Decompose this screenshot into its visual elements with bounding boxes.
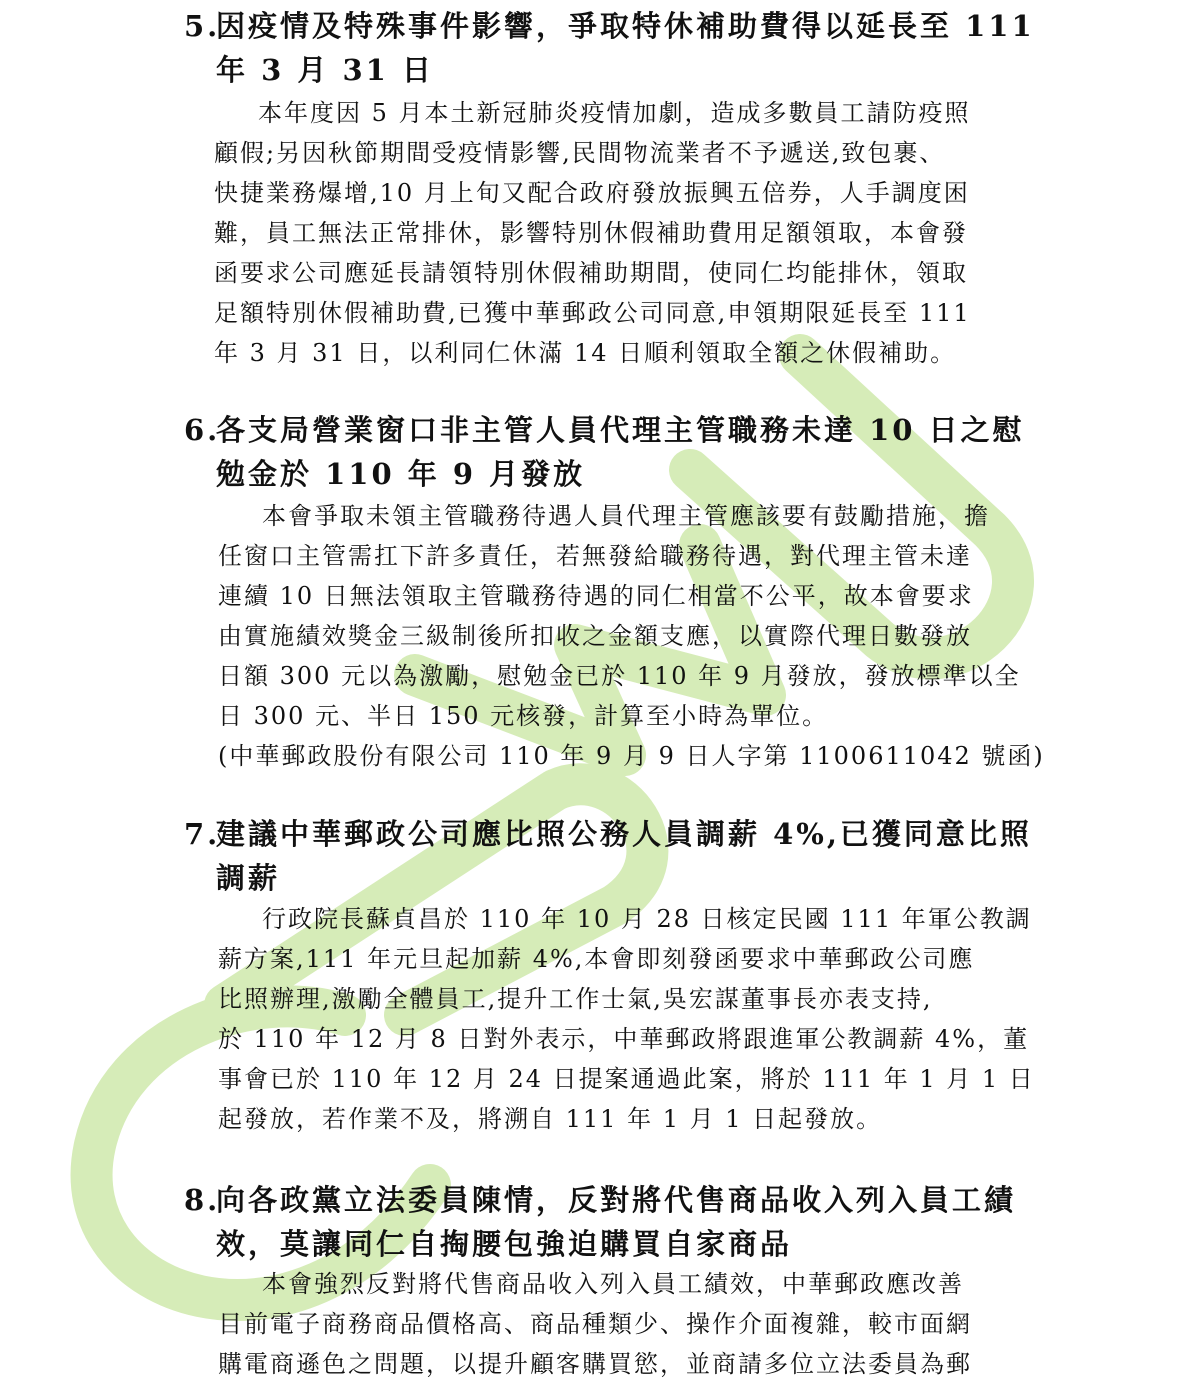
section-7-body-line-3: 比照辦理,激勵全體員工,提升工作士氣,吳宏謀董事長亦表支持, [218,985,933,1013]
section-6-reference-line: (中華郵政股份有限公司 110 年 9 月 9 日人字第 1100611042 號函) [218,742,1045,770]
section-5-body-line-1: 本年度因 5 月本土新冠肺炎疫情加劇，造成多數員工請防疫照 [258,99,971,127]
section-8-number: 8. [184,1183,221,1217]
section-5-body-line-7: 年 3 月 31 日，以利同仁休滿 14 日順利領取全額之休假補助。 [214,339,957,367]
section-5-body-line-6: 足額特別休假補助費,已獲中華郵政公司同意,申領期限延長至 111 [214,299,971,327]
section-8-title-line-2: 效，莫讓同仁自掏腰包強迫購買自家商品 [216,1227,793,1261]
section-6-body-line-4: 由實施績效獎金三級制後所扣收之金額支應，以實際代理日數發放 [218,622,972,650]
section-6-body-line-1: 本會爭取未領主管職務待遇人員代理主管應該要有鼓勵措施，擔 [262,502,990,530]
section-7-body-line-4: 於 110 年 12 月 8 日對外表示，中華郵政將跟進軍公教調薪 4%，董 [218,1025,1030,1053]
section-6-body-line-2: 任窗口主管需扛下許多責任，若無發給職務待遇，對代理主管未達 [218,542,972,570]
section-8-body-line-3: 購電商遜色之問題，以提升顧客購買慾，並商請多位立法委員為郵 [218,1350,972,1378]
section-5-title-line-2: 年 3 月 31 日 [216,53,434,87]
section-8-body-line-1: 本會強烈反對將代售商品收入列入員工績效，中華郵政應改善 [262,1270,964,1298]
section-6-title-line-1: 各支局營業窗口非主管人員代理主管職務未達 10 日之慰 [216,413,1025,447]
section-6-body-line-3: 連續 10 日無法領取主管職務待遇的同仁相當不公平，故本會要求 [218,582,974,610]
section-7-title-line-2: 調薪 [216,861,281,895]
section-5-body-line-5: 函要求公司應延長請領特別休假補助期間，使同仁均能排休，領取 [214,259,968,287]
section-6-body-line-6: 日 300 元、半日 150 元核發，計算至小時為單位。 [218,702,829,730]
section-7-title-line-1: 建議中華郵政公司應比照公務人員調薪 4%,已獲同意比照 [216,817,1032,851]
section-5-body-line-4: 難，員工無法正常排休，影響特別休假補助費用足額領取，本會發 [214,219,968,247]
section-7-body-line-5: 事會已於 110 年 12 月 24 日提案通過此案，將於 111 年 1 月 1 日 [218,1065,1035,1093]
section-7-number: 7. [184,817,221,851]
section-5-title-line-1: 因疫情及特殊事件影響，爭取特休補助費得以延長至 111 [216,9,1035,43]
section-7-body-line-6: 起發放，若作業不及，將溯自 111 年 1 月 1 日起發放。 [218,1105,883,1133]
section-8-title-line-1: 向各政黨立法委員陳情，反對將代售商品收入列入員工績 [216,1183,1017,1217]
section-5-number: 5. [184,9,221,43]
section-5-body-line-3: 快捷業務爆增,10 月上旬又配合政府發放振興五倍券，人手調度困 [214,179,970,207]
section-7-body-line-2: 薪方案,111 年元旦起加薪 4%,本會即刻發函要求中華郵政公司應 [218,945,975,973]
section-7-body-line-1: 行政院長蘇貞昌於 110 年 10 月 28 日核定民國 111 年軍公教調 [262,905,1032,933]
section-5-body-line-2: 顧假;另因秋節期間受疫情影響,民間物流業者不予遞送,致包裹、 [214,139,946,167]
section-6-number: 6. [184,413,221,447]
section-6-body-line-5: 日額 300 元以為激勵，慰勉金已於 110 年 9 月發放，發放標準以全 [218,662,1021,690]
section-6-title-line-2: 勉金於 110 年 9 月發放 [216,457,586,491]
section-8-body-line-2: 目前電子商務商品價格高、商品種類少、操作介面複雜，較市面網 [218,1310,972,1338]
